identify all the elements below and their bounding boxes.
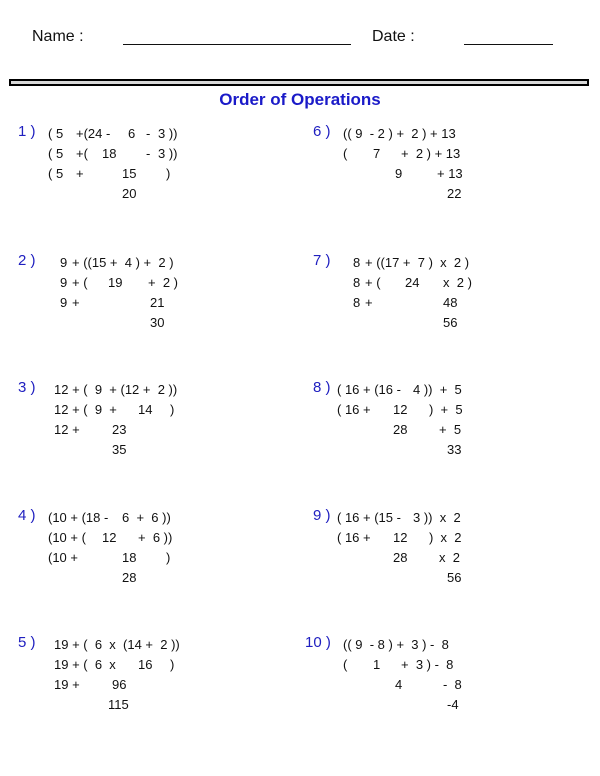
expression-token: ) [170, 657, 175, 672]
expression-token: 24 [405, 275, 420, 290]
expression-token: ( 16 + [337, 402, 371, 417]
expression-token: 9 [395, 166, 403, 181]
expression-token: 19 + ( 6 x (14 + 2 )) [54, 637, 180, 652]
expression-token: ( 5 [48, 166, 64, 181]
expression-token: - 8 [443, 677, 462, 692]
expression-token: ( 5 [48, 126, 64, 141]
date-label: Date : [372, 28, 415, 45]
problem-7 [313, 253, 573, 343]
expression-token: 8 [353, 275, 361, 290]
name-label: Name : [32, 28, 84, 45]
expression-token: ) [166, 166, 171, 181]
expression-token: + 13 [437, 166, 463, 181]
expression-token: + [365, 295, 373, 310]
expression-token: ( 5 [48, 146, 64, 161]
expression-token: 18 [122, 550, 137, 565]
expression-token: ( 16 + [337, 530, 371, 545]
expression-token: + 2 ) + 13 [401, 146, 461, 161]
expression-token: x 2 ) [443, 275, 472, 290]
expression-token: (10 + [48, 550, 78, 565]
expression-token: 3 )) [158, 126, 178, 141]
expression-token: (10 + ( [48, 530, 86, 545]
problem-3 [18, 380, 278, 470]
problem-number: 3 ) [18, 379, 36, 396]
expression-token: 12 + ( 9 + [54, 402, 117, 417]
expression-token: 4 [395, 677, 403, 692]
expression-token: 18 [102, 146, 117, 161]
expression-token: 115 [108, 697, 129, 712]
expression-token: 28 [393, 422, 408, 437]
expression-token: 28 [393, 550, 408, 565]
expression-token: 33 [447, 442, 462, 457]
expression-token: 12 [393, 402, 408, 417]
expression-token: 19 [108, 275, 123, 290]
problem-1 [18, 124, 278, 214]
problem-number: 2 ) [18, 252, 36, 269]
expression-token: + [72, 295, 80, 310]
expression-token: ) x 2 [429, 530, 462, 545]
expression-token: + 2 ) [148, 275, 178, 290]
expression-token: 56 [447, 570, 462, 585]
expression-token: ) [166, 550, 171, 565]
expression-token: 12 [102, 530, 117, 545]
expression-token: 7 [373, 146, 381, 161]
expression-token: (10 + (18 - [48, 510, 109, 525]
name-blank-line[interactable] [123, 44, 351, 45]
expression-token: +(24 - [76, 126, 111, 141]
expression-token: 9 [60, 255, 68, 270]
expression-token: 12 + [54, 422, 80, 437]
problem-number: 10 ) [305, 634, 331, 651]
problem-10 [305, 635, 565, 725]
expression-token: 1 [373, 657, 381, 672]
problem-number: 6 ) [313, 123, 331, 140]
expression-token: 35 [112, 442, 127, 457]
date-blank-line[interactable] [464, 44, 553, 45]
expression-token: 23 [112, 422, 127, 437]
expression-token: 16 [138, 657, 153, 672]
problem-number: 7 ) [313, 252, 331, 269]
expression-token: 20 [122, 186, 137, 201]
expression-token: 9 [60, 275, 68, 290]
expression-token: + ((17 + 7 ) x 2 ) [365, 255, 470, 270]
expression-token: 96 [112, 677, 127, 692]
expression-token: + 6 )) [138, 530, 173, 545]
expression-token: ( 16 + (15 - [337, 510, 401, 525]
expression-token: 19 + ( 6 x [54, 657, 116, 672]
expression-token: 8 [353, 295, 361, 310]
expression-token: 4 )) + 5 [413, 382, 462, 397]
problem-2 [18, 253, 278, 343]
expression-token: 6 + 6 )) [122, 510, 171, 525]
problem-number: 5 ) [18, 634, 36, 651]
expression-token: - [146, 146, 151, 161]
expression-token: +( [76, 146, 88, 161]
expression-token: 8 [353, 255, 361, 270]
expression-token: 15 [122, 166, 137, 181]
expression-token: + ((15 + 4 ) + 2 ) [72, 255, 174, 270]
expression-token: (( 9 - 2 ) + 2 ) + 13 [343, 126, 456, 141]
expression-token: 14 [138, 402, 153, 417]
expression-token: - [146, 126, 151, 141]
expression-token: 6 [128, 126, 136, 141]
expression-token: 48 [443, 295, 458, 310]
expression-token: + 3 ) - 8 [401, 657, 454, 672]
problem-4 [18, 508, 278, 598]
expression-token: ( [343, 146, 348, 161]
problem-8 [313, 380, 573, 470]
expression-token: ( [343, 657, 348, 672]
expression-token: 22 [447, 186, 462, 201]
expression-token: ) [170, 402, 175, 417]
expression-token: 28 [122, 570, 137, 585]
expression-token: 56 [443, 315, 458, 330]
problem-6 [313, 124, 573, 214]
expression-token: 21 [150, 295, 165, 310]
problem-number: 4 ) [18, 507, 36, 524]
problem-number: 8 ) [313, 379, 331, 396]
problem-5 [18, 635, 278, 725]
expression-token: ) + 5 [429, 402, 463, 417]
problem-number: 1 ) [18, 123, 36, 140]
expression-token: x 2 [439, 550, 460, 565]
expression-token: 12 + ( 9 + (12 + 2 )) [54, 382, 178, 397]
expression-token: 3 )) [158, 146, 178, 161]
header-divider [9, 79, 589, 86]
expression-token: ( 16 + (16 - [337, 382, 401, 397]
expression-token: 9 [60, 295, 68, 310]
expression-token: -4 [447, 697, 459, 712]
worksheet-title: Order of Operations [219, 90, 381, 109]
expression-token: 30 [150, 315, 165, 330]
expression-token: + ( [365, 275, 381, 290]
problem-9 [313, 508, 573, 598]
expression-token: + [76, 166, 84, 181]
expression-token: (( 9 - 8 ) + 3 ) - 8 [343, 637, 449, 652]
expression-token: + ( [72, 275, 88, 290]
problem-number: 9 ) [313, 507, 331, 524]
expression-token: 3 )) x 2 [413, 510, 461, 525]
expression-token: 19 + [54, 677, 80, 692]
expression-token: 12 [393, 530, 408, 545]
expression-token: + 5 [439, 422, 462, 437]
